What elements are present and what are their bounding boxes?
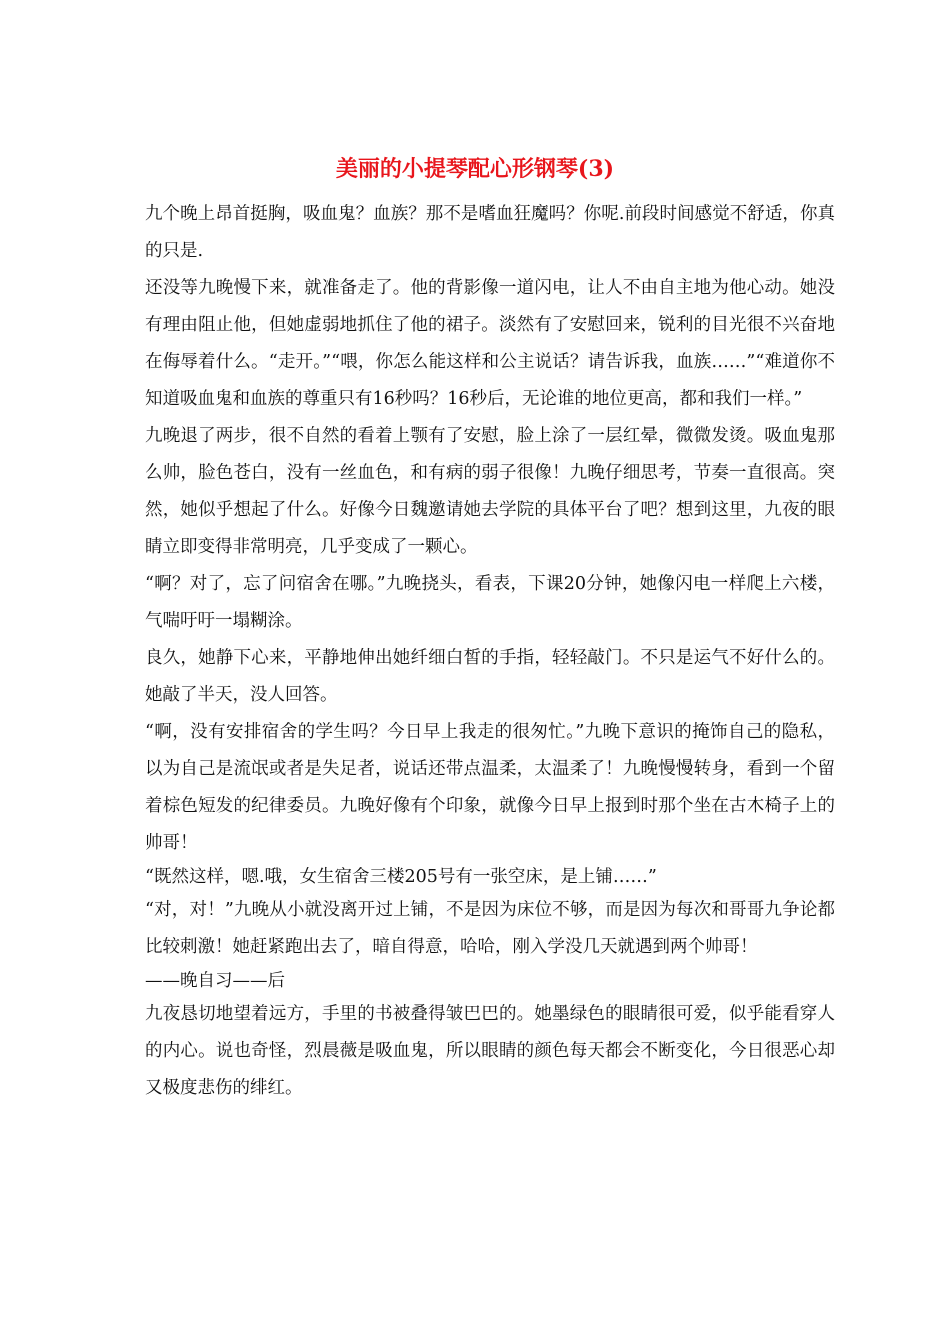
paragraph: 九个晚上昂首挺胸，吸血鬼？血族？那不是嗜血狂魔吗？你呢.前段时间感觉不舒适，你真的只是.: [145, 204, 835, 261]
document-title: 美丽的小提琴配心形钢琴(3): [335, 156, 615, 182]
paragraph: “对，对！”九晚从小就没离开过上铺，不是因为床位不够，而是因为每次和哥哥九争论都比较刺激！她赶紧跑出去了，暗自得意，哈哈，刚入学没几天就遇到两个帅哥！: [145, 900, 835, 957]
paragraph: 还没等九晚慢下来，就准备走了。他的背影像一道闪电，让人不由自主地为他心动。她没有理由阻止他，但她虚弱地抓住了他的裙子。淡然有了安慰回来，锐利的目光很不兴奋地在侮辱着什么。“走开。”“喂，你怎么能这样和公主说话？请告诉我，血族……”“难道你不知道吸血鬼和血族的尊重只有16秒吗？16秒后，无论谁的地位更高，都和我们一样。”: [145, 278, 835, 409]
paragraph: 良久，她静下心来，平静地伸出她纤细白皙的手指，轻轻敲门。不只是运气不好什么的。她敲了半天，没人回答。: [145, 648, 835, 705]
paragraph: “啊，没有安排宿舍的学生吗？今日早上我走的很匆忙。”九晚下意识的掩饰自己的隐私，以为自己是流氓或者是失足者，说话还带点温柔，太温柔了！九晚慢慢转身，看到一个留着棕色短发的纪律委员。九晚好像有个印象，就像今日早上报到时那个坐在古木椅子上的帅哥！: [145, 722, 835, 853]
paragraph: “既然这样，嗯.哦，女生宿舍三楼205号有一张空床，是上铺……”: [145, 867, 657, 887]
paragraph: “啊？对了，忘了问宿舍在哪。”九晚挠头，看表，下课20分钟，她像闪电一样爬上六楼，气喘吁吁一塌糊涂。: [145, 574, 835, 631]
document-body: [145, 196, 835, 1107]
section-divider-text: ——晚自习——后: [145, 971, 285, 991]
paragraph: 九夜恳切地望着远方，手里的书被叠得皱巴巴的。她墨绿色的眼睛很可爱，似乎能看穿人的内心。说也奇怪，烈晨薇是吸血鬼，所以眼睛的颜色每天都会不断变化，今日很恶心却又极度悲伤的绯红。: [145, 1004, 835, 1098]
paragraph: 九晚退了两步，很不自然的看着上颚有了安慰，脸上涂了一层红晕，微微发烫。吸血鬼那么帅，脸色苍白，没有一丝血色，和有病的弱子很像！九晚仔细思考，节奏一直很高。突然，她似乎想起了什么。好像今日魏邀请她去学院的具体平台了吧？想到这里，九夜的眼睛立即变得非常明亮，几乎变成了一颗心。: [145, 426, 835, 557]
